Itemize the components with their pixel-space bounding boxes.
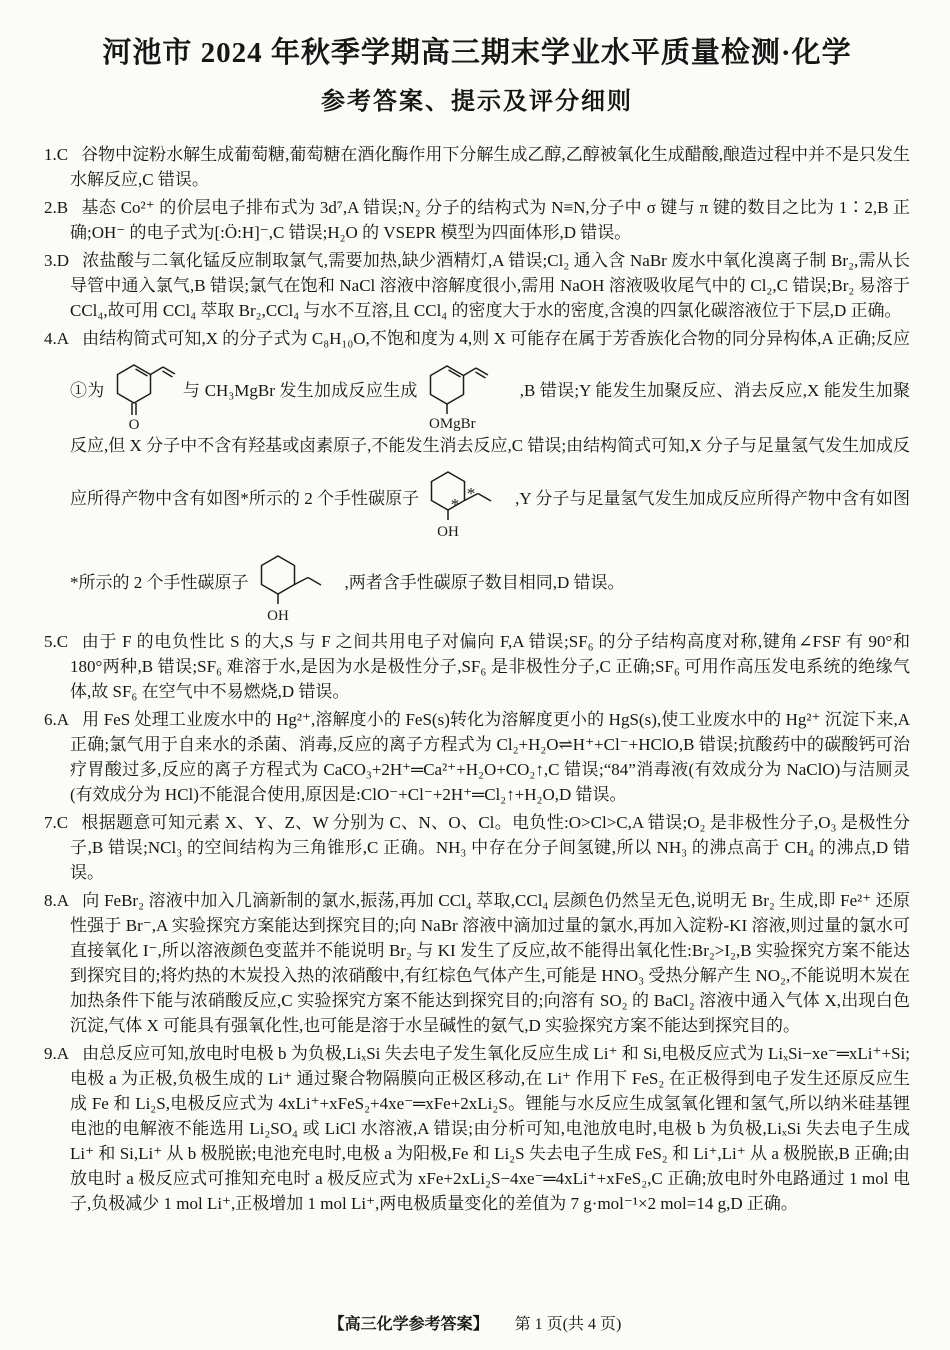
chiral-star-icon: * <box>450 495 460 514</box>
answer-item-7 <box>44 810 910 885</box>
page-title: 河池市 2024 年秋季学期高三期末学业水平质量检测·化学 <box>102 37 852 69</box>
answer-number: 9.A <box>44 1044 70 1063</box>
answer-text: 谷物中淀粉水解生成葡萄糖,葡萄糖在酒化酶作用下分解生成乙醇,乙醇被氧化生成醋酸,酿造过程中并不是只发生水解反应,C 错误。 <box>70 145 910 189</box>
footer-answer-label: 【高三化学参考答案】 <box>328 1316 489 1333</box>
answer-text: 由于 F 的电负性比 S 的大,S 与 F 之间共用电子对偏向 F,A 错误;SF₆ 的分子结构高度对称,键角∠FSF 有 90°和 180°两种,B 错误;SF₆ 难溶于水,是因为水是极性分子,SF₆ 是非极性分子,C 正确;SF₆ 可用作高压发电系统的绝缘气体,故 SF₆ 在空气中不易燃烧,D 错误。 <box>70 632 910 701</box>
answer-text: 由总反应可知,放电时电极 b 为负极,LiₓSi 失去电子发生氧化反应生成 Li⁺ 和 Si,电极反应式为 LiₓSi−xe⁻═xLi⁺+Si;电极 a 为正极,负极生成的 Li⁺ 通过聚合物隔膜向正极区移动,在 Li⁺ 作用下 FeS₂ 在正极得到电子发生还原反应生成 Fe 和 Li₂S,电极反应式为 4xLi⁺+xFeS₂+4xe⁻═xFe+2xLi₂S。锂能与水反应生成氢氧化锂和氢气,所以纳米硅基锂电池的电解液不能选用 Li₂SO₄ 或 LiCl 水溶液,A 错误;由分析可知,电池放电时,电极 b 为负极,LiₓSi 失去电子生成 Li⁺ 和 Si,Li⁺ 从 b 极脱嵌;电池充电时,电极 a 为阳极,Fe 和 Li₂S 失去电子生成 FeS₂ 和 Li⁺,Li⁺ 从 a 极脱嵌,B 正确;由放电时 a 极反应式可推知充电时 a 极反应式为 xFe+2xLi₂S−4xe⁻═4xLi⁺+xFeS₂,C 正确;放电时外电路通过 1 mol 电子,负极减少 1 mol Li⁺,正极增加 1 mol Li⁺,两电极质量变化的差值为 7 g·mol⁻¹×2 mol=14 g,D 正确。 <box>70 1044 910 1213</box>
answer-text: 基态 Co²⁺ 的价层电子排布式为 3d⁷,A 错误;N₂ 分子的结构式为 N≡N,分子中 σ 键与 π 键的数目之比为 1∶2,B 正确;OH⁻ 的电子式为[:Ö:H]⁻,C 错误;H₂O 的 VSEPR 模型为四面体形,D 错误。 <box>70 198 910 242</box>
answer-number: 6.A <box>44 710 70 729</box>
answer-item-1 <box>44 142 910 192</box>
answer-item-2 <box>44 195 910 245</box>
answer-text: 用 FeS 处理工业废水中的 Hg²⁺,溶解度小的 FeS(s)转化为溶解度更小的 HgS(s),使工业废水中的 Hg²⁺ 沉淀下来,A 正确;氯气用于自来水的杀菌、消毒,反应的离子方程式为 Cl₂+H₂O⇌H⁺+Cl⁻+HClO,B 错误;抗酸药中的碳酸钙可治疗胃酸过多,反应的离子方程式为 CaCO₃+2H⁺═Ca²⁺+H₂O+CO₂↑,C 错误;“84”消毒液(有效成分为 NaClO)与洁厕灵(有效成分为 HCl)不能混合使用,原因是:ClO⁻+Cl⁻+2H⁺═Cl₂↑+H₂O,D 错误。 <box>70 710 910 804</box>
structure-chiral-product-x <box>422 458 512 542</box>
answer-number: 3.D <box>44 251 70 270</box>
structure-chiral-product-y <box>252 542 342 626</box>
answer-text-segment: 与 CH₃MgBr 发生加成反应生成 <box>182 380 418 400</box>
answers-body <box>44 142 910 1216</box>
ring-bonds <box>432 472 492 520</box>
answer-number: 2.B <box>44 198 69 217</box>
hydroxyl-label: OH <box>437 524 460 540</box>
answer-number: 1.C <box>44 145 69 164</box>
page-footer <box>0 1311 950 1334</box>
answer-item-5 <box>44 629 910 704</box>
answer-number: 8.A <box>44 891 70 910</box>
answer-text: 向 FeBr₂ 溶液中加入几滴新制的氯水,振荡,再加 CCl₄ 萃取,CCl₄ 层颜色仍然呈无色,说明无 Br₂ 生成,即 Fe²⁺ 还原性强于 Br⁻,A 实验探究方案能达到探究目的;向 NaBr 溶液中滴加过量的氯水,再加入淀粉-KI 溶液,则过量的氯水可直接氧化 I⁻,所以溶液颜色变蓝并不能说明 Br₂ 与 KI 发生了反应,故不能得出氧化性:Br₂>I₂,B 实验探究方案不能达到探究目的;将灼热的木炭投入热的浓硝酸中,有红棕色气体产生,可能是 HNO₃ 受热分解产生 NO₂,不能说明木炭在加热条件下能与浓硝酸反应,C 实验探究方案不能达到探究目的;向溶有 SO₂ 的 BaCl₂ 溶液中通入气体 X,出现白色沉淀,气体 X 可能具有强氧化性,也可能是溶于水呈碱性的氨气,D 实验探究方案不能达到探究目的。 <box>70 891 910 1035</box>
page-subtitle: 参考答案、提示及评分细则 <box>321 89 633 115</box>
structure-vinyl-cyclohexenone <box>108 351 180 433</box>
answer-text: 根据题意可知元素 X、Y、Z、W 分别为 C、N、O、Cl。电负性:O>Cl>C,A 错误;O₂ 是非极性分子,O₃ 是极性分子,B 错误;NCl₃ 的空间结构为三角锥形,C 正确。NH₃ 中存在分子间氢键,所以 NH₃ 的沸点高于 CH₄ 的沸点,D 错误。 <box>70 813 910 882</box>
answer-text: 浓盐酸与二氧化锰反应制取氯气,需要加热,缺少酒精灯,A 错误;Cl₂ 通入含 NaBr 废水中氧化溴离子制 Br₂,需从长导管中通入氯气,B 错误;氯气在饱和 NaCl 溶液中溶解度很小,需用 NaOH 溶液吸收尾气中的 Cl₂,C 错误;Br₂ 易溶于 CCl₄,故可用 CCl₄ 萃取 Br₂,CCl₄ 与水不互溶,且 CCl₄ 的密度大于水的密度,含溴的四氯化碳溶液位于下层,D 正确。 <box>70 251 910 320</box>
hydroxyl-label: OH <box>266 608 289 624</box>
structure-omgbr-adduct <box>421 352 517 432</box>
ring-bonds <box>430 366 488 414</box>
answer-item-3 <box>44 248 910 323</box>
ring-bonds <box>117 365 175 415</box>
ring-bonds <box>261 556 321 604</box>
answer-number: 4.A <box>44 329 70 348</box>
footer-page-number: 第 1 页(共 4 页) <box>514 1316 622 1333</box>
answer-item-4 <box>44 326 910 626</box>
answer-item-9 <box>44 1041 910 1216</box>
answer-text-segment: ,Y 分子与足量氢气发生加成反应所得产物中含有如图*所示的 2 个手性碳原子 <box>70 488 910 592</box>
omgbr-label: OMgBr <box>428 416 476 432</box>
answer-text-segment: 由结构简式可知,X 的分子式为 C₈H₁₀O,不饱和度为 4,则 X 可能存在属于芳香族化合物的同分异构体,A 正确;反应①为 <box>70 329 910 400</box>
chiral-star-icon: * <box>466 484 476 503</box>
answer-number: 7.C <box>44 813 69 832</box>
oxygen-label: O <box>128 417 139 433</box>
answer-number: 5.C <box>44 632 69 651</box>
answer-item-8 <box>44 888 910 1038</box>
answer-item-6 <box>44 707 910 807</box>
answer-text-segment: ,两者含手性碳原子数目相同,D 错误。 <box>344 572 625 592</box>
answer-text-segment: ,B 错误;Y 能发生加聚反应、消去反应,X 能发生加聚反应,但 X 分子中不含有羟基或卤素原子,不能发生消去反应,C 错误;由结构简式可知,X 分子与足量氢气发生加成反应所得产物中含有如图*所示的 2 个手性碳原子 <box>70 380 910 508</box>
